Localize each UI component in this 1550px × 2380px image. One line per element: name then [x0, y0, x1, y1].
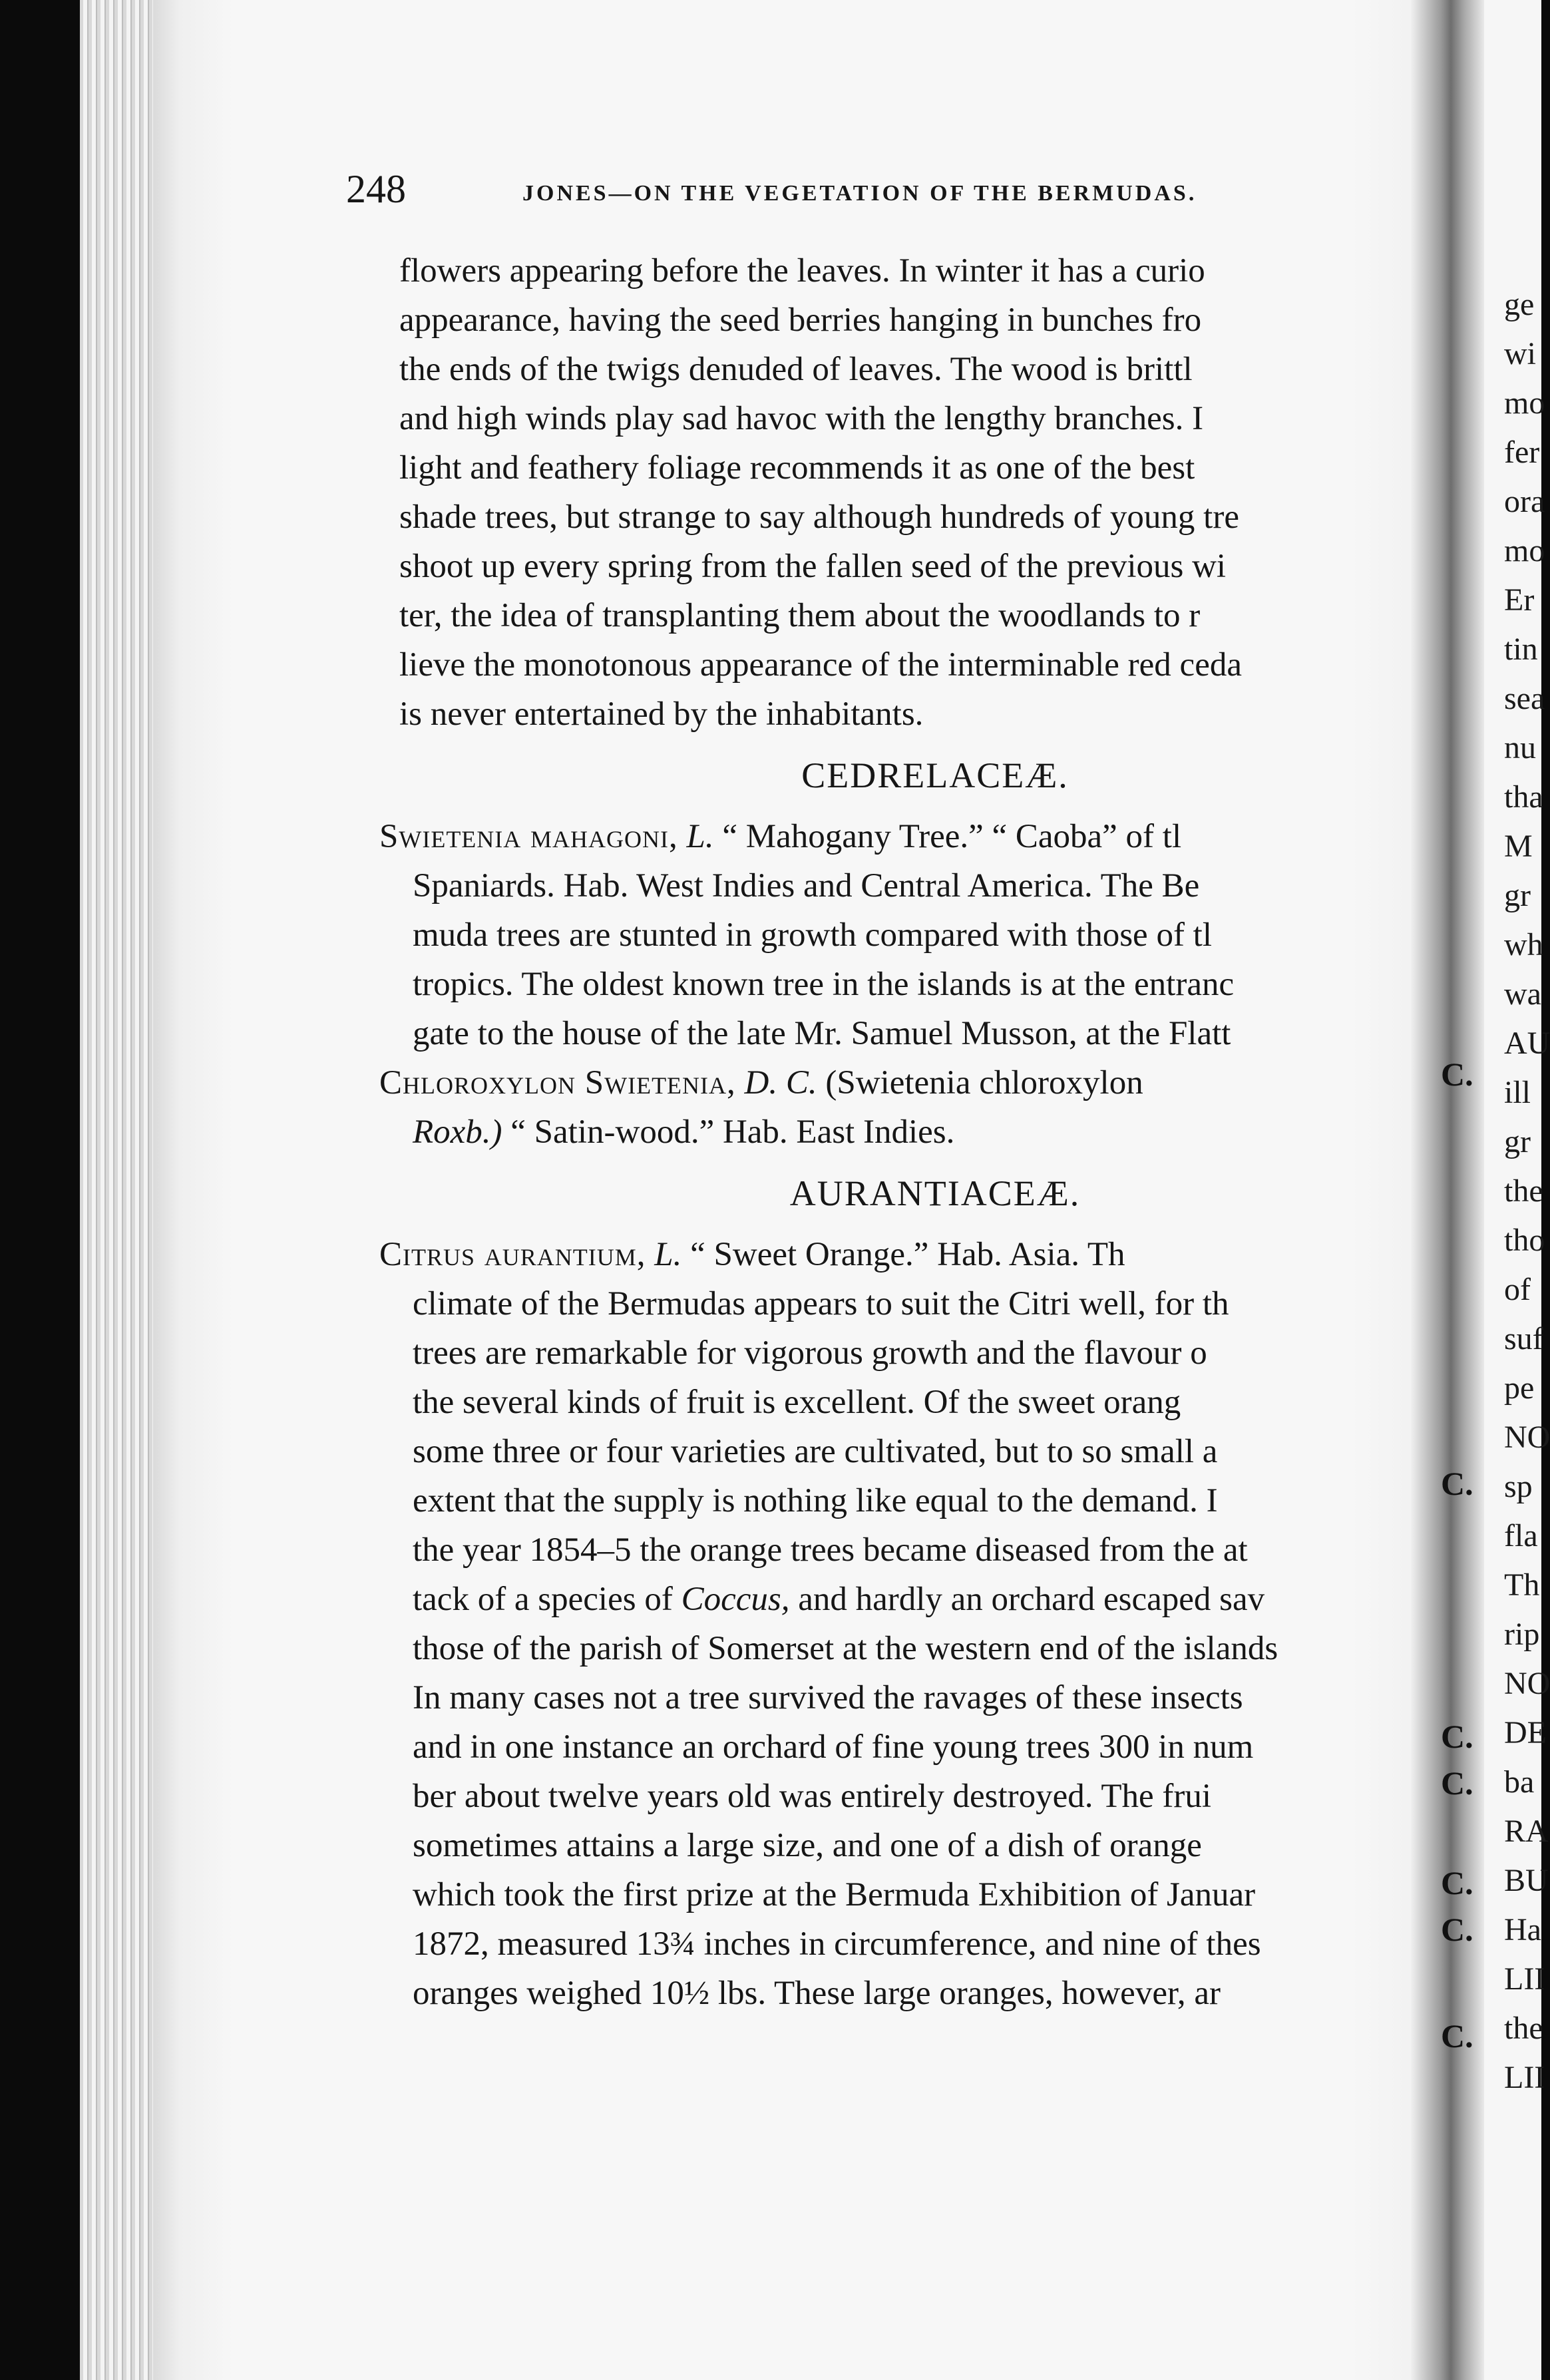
- facing-page-fragment: sea: [1504, 681, 1545, 716]
- entry-name: Citrus aurantium,: [379, 1236, 646, 1273]
- text-line: extent that the supply is nothing like equal to the demand. I: [413, 1482, 1218, 1519]
- entry-text: “ Sweet Orange.” Hab. Asia. Th: [690, 1236, 1125, 1273]
- margin-letter: C.: [1441, 1764, 1473, 1802]
- text-line: is never entertained by the inhabitants.: [399, 695, 924, 733]
- body-text: [379, 246, 1444, 2018]
- text-line: gate to the house of the late Mr. Samuel Musson, at the Flatt: [413, 1015, 1231, 1052]
- facing-page-fragment: pe: [1504, 1370, 1535, 1406]
- facing-page-fragment: ill: [1504, 1075, 1531, 1110]
- entry-citrus-body-continued: [399, 1624, 1444, 2018]
- text-line: lieve the monotonous appearance of the interminable red ceda: [399, 646, 1242, 684]
- facing-page-fragment: fer: [1504, 435, 1540, 470]
- facing-page-fragment: wa: [1504, 976, 1541, 1012]
- facing-page-fragment: mo: [1504, 385, 1545, 421]
- facing-page-fragment: M: [1504, 829, 1533, 864]
- margin-letter: C.: [1441, 1911, 1473, 1948]
- genus-name: Coccus,: [681, 1581, 790, 1618]
- entry-authority: L.: [686, 818, 714, 855]
- facing-page-edge: [1484, 0, 1550, 2380]
- text-line: shade trees, but strange to say although hundreds of young tre: [399, 498, 1239, 536]
- text-line: flowers appearing before the leaves. In winter it has a curio: [399, 252, 1205, 290]
- entry-chloroxylon-second-line: [399, 1107, 1444, 1157]
- text-line: sometimes attains a large size, and one of a dish of orange: [413, 1827, 1202, 1864]
- text-line: appearance, having the seed berries hanging in bunches fro: [399, 301, 1202, 339]
- entry-name: Chloroxylon Swietenia,: [379, 1064, 736, 1101]
- facing-page-fragment: gr: [1504, 1124, 1531, 1159]
- facing-page-fragment: sp: [1504, 1469, 1533, 1504]
- entry-citrus-first-line: [379, 1230, 1444, 1279]
- entry-citrus-coccus-line: [399, 1575, 1444, 1624]
- page-header: [346, 166, 1411, 213]
- entry-authority: D. C.: [744, 1064, 817, 1101]
- text-line: shoot up every spring from the fallen seed of the previous wi: [399, 548, 1227, 585]
- entry-text: (Swietenia chloroxylon: [825, 1064, 1143, 1101]
- entry-swietenia-body: [399, 861, 1444, 1058]
- text-line: light and feathery foliage recommends it as one of the best: [399, 449, 1195, 487]
- text-line: In many cases not a tree survived the ravages of these insects: [413, 1679, 1243, 1716]
- entry-synonym-authority: Roxb.): [413, 1113, 502, 1151]
- entry-text: tack of a species of: [413, 1581, 681, 1618]
- page-number: 248: [346, 167, 406, 211]
- margin-letter: C.: [1441, 1465, 1473, 1502]
- facing-page-fragment: Er: [1504, 582, 1535, 618]
- entry-swietenia-first-line: [379, 812, 1444, 861]
- facing-page-fragment: the: [1504, 2011, 1543, 2046]
- facing-page-fragment: wh: [1504, 927, 1543, 962]
- text-line: and in one instance an orchard of fine young trees 300 in num: [413, 1728, 1254, 1766]
- facing-page-fragment: tho: [1504, 1223, 1545, 1258]
- text-line: climate of the Bermudas appears to suit the Citri well, for th: [413, 1285, 1229, 1322]
- entry-text: and hardly an orchard escaped sav: [789, 1581, 1265, 1618]
- text-line: Spaniards. Hab. West Indies and Central America. The Be: [413, 867, 1200, 904]
- text-line: and high winds play sad havoc with the lengthy branches. I: [399, 400, 1204, 437]
- facing-page-fragment: mo: [1504, 533, 1545, 568]
- intro-paragraph: [399, 246, 1444, 739]
- facing-page-fragment: tin: [1504, 632, 1538, 667]
- text-line: the several kinds of fruit is excellent. Of the sweet orang: [413, 1384, 1181, 1421]
- facing-page-fragment: NO: [1504, 1420, 1550, 1455]
- margin-letter: C.: [1441, 1718, 1473, 1755]
- section-heading-aurantiaceae: AURANTIACEÆ.: [789, 1173, 1081, 1213]
- facing-page-fragment: Ha: [1504, 1912, 1541, 1947]
- facing-page-fragment: DE: [1504, 1715, 1547, 1750]
- facing-page-fragment: Th: [1504, 1567, 1540, 1603]
- margin-letter: C.: [1441, 1056, 1473, 1093]
- facing-page-fragment: rip: [1504, 1617, 1540, 1652]
- text-line: ter, the idea of transplanting them about the woodlands to r: [399, 597, 1201, 634]
- text-line: those of the parish of Somerset at the western end of the islands: [413, 1630, 1278, 1667]
- section-heading-cedrelaceae: CEDRELACEÆ.: [801, 755, 1069, 795]
- margin-letter: C.: [1441, 2017, 1473, 2055]
- text-line: 1872, measured 13¾ inches in circumference, and nine of thes: [413, 1925, 1261, 1963]
- entry-authority: L.: [654, 1236, 682, 1273]
- text-line: tropics. The oldest known tree in the islands is at the entranc: [413, 966, 1235, 1003]
- entry-text: “ Mahogany Tree.” “ Caoba” of tl: [722, 818, 1182, 855]
- text-line: the ends of the twigs denuded of leaves. The wood is brittl: [399, 351, 1193, 388]
- entry-chloroxylon-first-line: [379, 1058, 1444, 1107]
- facing-page-fragment: gr: [1504, 878, 1531, 913]
- text-line: muda trees are stunted in growth compared with those of tl: [413, 916, 1213, 954]
- facing-page-fragment: of: [1504, 1272, 1531, 1307]
- facing-page-fragment: wi: [1504, 336, 1536, 371]
- text-line: trees are remarkable for vigorous growth and the flavour o: [413, 1334, 1207, 1372]
- facing-page-fragment: LII: [1504, 2060, 1545, 2095]
- facing-page-fragment: AU: [1504, 1026, 1550, 1061]
- facing-page-fragment: nu: [1504, 730, 1536, 765]
- facing-page-fragment: tha: [1504, 779, 1543, 815]
- facing-page-fragment: ge: [1504, 287, 1535, 322]
- text-line: ber about twelve years old was entirely destroyed. The frui: [413, 1778, 1211, 1815]
- facing-page-fragment: BU: [1504, 1863, 1549, 1898]
- facing-page-fragment: the: [1504, 1173, 1543, 1209]
- entry-text: “ Satin-wood.” Hab. East Indies.: [502, 1113, 955, 1151]
- facing-page-fragment: ba: [1504, 1764, 1535, 1800]
- entry-name: Swietenia mahagoni,: [379, 818, 678, 855]
- text-line: the year 1854–5 the orange trees became diseased from the at: [413, 1531, 1248, 1569]
- running-title: JONES—ON THE VEGETATION OF THE BERMUDAS.: [522, 181, 1197, 206]
- text-line: which took the first prize at the Bermuda Exhibition of Januar: [413, 1876, 1256, 1913]
- facing-page-fragment: LII: [1504, 1961, 1545, 1997]
- facing-page-fragment: NO: [1504, 1666, 1550, 1701]
- facing-page-fragment: suf: [1504, 1321, 1543, 1356]
- facing-page-fragment: fla: [1504, 1518, 1538, 1553]
- facing-page-fragment: RA: [1504, 1814, 1549, 1849]
- facing-page-fragment: ora: [1504, 484, 1545, 519]
- entry-citrus-body: [399, 1279, 1444, 1575]
- text-line: some three or four varieties are cultivated, but to so small a: [413, 1433, 1218, 1470]
- margin-letter: C.: [1441, 1864, 1473, 1901]
- text-line: oranges weighed 10½ lbs. These large oranges, however, ar: [413, 1975, 1221, 2012]
